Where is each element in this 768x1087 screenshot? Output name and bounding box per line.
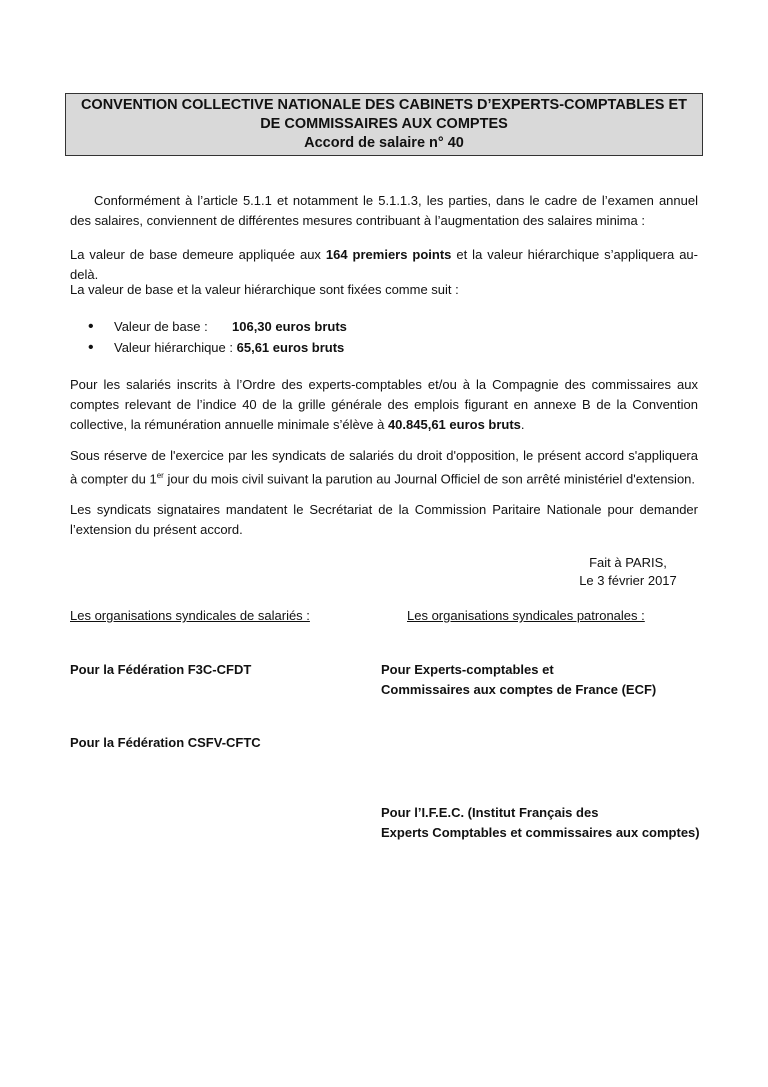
- fixed-values-intro: La valeur de base et la valeur hiérarchique sont fixées comme suit :: [70, 282, 459, 297]
- bullet-icon: •: [88, 338, 94, 356]
- signatory-ecf: Pour Experts-comptables et Commissaires aux comptes de France (ECF): [381, 662, 657, 697]
- signatory-ifec: Pour l’I.F.E.C. (Institut Français des Experts Comptables et commissaires aux comptes): [381, 805, 700, 840]
- signing-date: Le 3 février 2017: [579, 573, 677, 588]
- values-list: [88, 316, 688, 358]
- signatory-f3c-cfdt: Pour la Fédération F3C-CFDT: [70, 662, 252, 677]
- signatory-csfv-cftc: Pour la Fédération CSFV-CFTC: [70, 735, 261, 750]
- employee-unions-heading: Les organisations syndicales de salariés :: [70, 608, 310, 623]
- reserve-paragraph: Sous réserve de l'exercice par les syndicats de salariés du droit d'opposition, le présent accord s'appliquera à compter du 1er jour du mois civil suivant la parution au Journal Officiel de son arrêté ministériel d'extension.: [70, 448, 698, 487]
- bullet-icon: •: [88, 317, 94, 335]
- list-item: • Valeur hiérarchique : 65,61 euros bruts: [88, 338, 345, 356]
- title-line-2: DE COMMISSAIRES AUX COMPTES: [260, 116, 508, 132]
- title-line-3: Accord de salaire n° 40: [304, 135, 464, 151]
- salaried-paragraph: Pour les salariés inscrits à l’Ordre des experts-comptables et/ou à la Compagnie des commissaires aux comptes relevant de l’indice 40 de la grille générale des emplois figurant en annexe B de la Convention collective, la rémunération annuelle minimale s’élève à 40.845,61 euros bruts.: [70, 377, 698, 432]
- title-box: [65, 93, 703, 156]
- minimum-salary-amount: 40.845,61 euros bruts: [387, 417, 521, 432]
- list-item: • Valeur de base : 106,30 euros bruts: [88, 317, 347, 335]
- employer-unions-heading: Les organisations syndicales patronales :: [407, 608, 645, 623]
- title-line-1: CONVENTION COLLECTIVE NATIONALE DES CABINETS D’EXPERTS-COMPTABLES ET: [80, 97, 688, 113]
- mandate-paragraph: Les syndicats signataires mandatent le Secrétariat de la Commission Paritaire Nationale pour demander l’extension du présent accord.: [70, 502, 698, 537]
- base-points-highlight: 164 premiers points: [325, 247, 452, 262]
- intro-paragraph: Conformément à l’article 5.1.1 et notamment le 5.1.1.3, les parties, dans le cadre de l’examen annuel des salaires, conviennent de différentes mesures contribuant à l’augmentation des salaires minima :: [70, 193, 698, 228]
- base-value-paragraph: La valeur de base demeure appliquée aux 164 premiers points et la valeur hiérarchique s’appliquera au-delà.: [70, 247, 698, 282]
- signing-place: Fait à PARIS,: [589, 555, 667, 570]
